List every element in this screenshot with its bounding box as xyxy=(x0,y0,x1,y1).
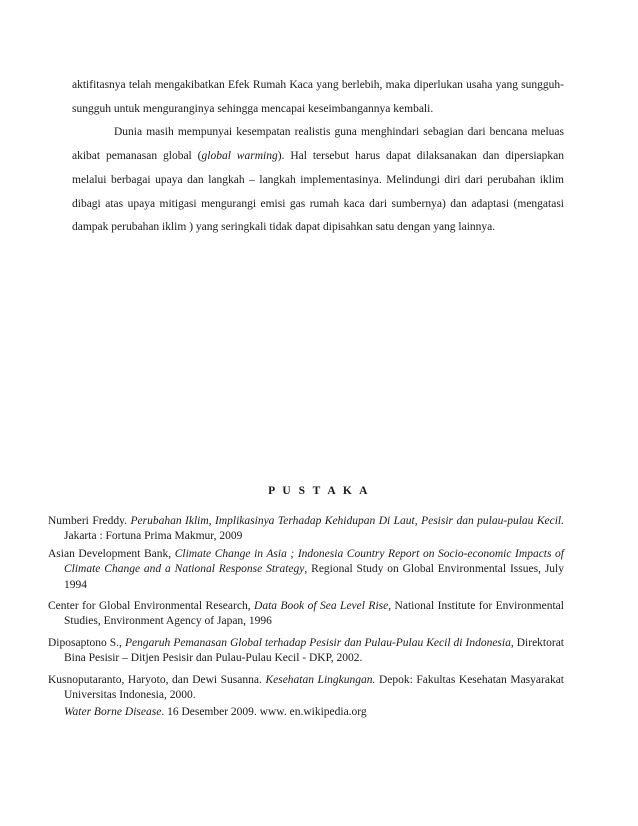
text-run: , National Institute for Environmental Studies, Environment Agency of Japan, 1996 xyxy=(64,600,564,628)
text-run: Kusnoputaranto, Haryoto, dan Dewi Susanna. xyxy=(48,673,266,686)
text-run: Jakarta : Fortuna Prima Makmur, 2009 xyxy=(64,530,243,543)
italic-run: Climate Change in Asia ; Indonesia Country Report on Socio-economic Impacts of Climate Change and a National Response Strategy xyxy=(64,547,564,576)
italic-run: Pengaruh Pemanasan Global terhadap Pesisir dan Pulau-Pulau Kecil di Indonesia xyxy=(124,636,511,649)
italic-run: Perubahan Iklim, Implikasinya Terhadap Kehidupan Di Laut, Pesisir dan pulau-pulau Kecil. xyxy=(130,515,564,527)
text-run: Dunia masih mempunyai kesempatan realistis guna menghindari sebagian dari bencana meluas akibat pemanasan global ( xyxy=(72,126,564,163)
reference-entry xyxy=(48,599,564,630)
references-heading: P U S T A K A xyxy=(268,485,370,497)
text-run: Center for Global Environmental Research, xyxy=(48,600,255,613)
references-list xyxy=(48,514,564,721)
body-paragraph-2 xyxy=(72,121,564,240)
text-run: Depok: Fakultas Kesehatan Masyarakat Universitas Indonesia, 2000. xyxy=(64,673,564,702)
body-paragraph-1 xyxy=(72,74,564,121)
italic-run: global warming xyxy=(201,150,278,163)
italic-run: Kesehatan Lingkungan. xyxy=(265,673,376,686)
text-run: Diposaptono S., xyxy=(48,636,125,649)
reference-entry xyxy=(48,673,564,704)
body-text xyxy=(72,74,564,240)
text-run: Asian Development Bank, xyxy=(48,547,175,560)
reference-entry-continuation xyxy=(48,705,564,720)
text-run: ). Hal tersebut harus dapat dilaksanakan dan dipersiapkan melalui berbagai upaya dan langkah – langkah implementasinya. Melindungi diri dari perubahan iklim dibagi atas upaya mitigasi mengurangi emisi gas rumah kaca dari sumbernya) dan adaptasi (mengatasi dampak perubahan iklim ) yang seringkali tidak dapat dipisahkan satu dengan yang lainnya. xyxy=(72,150,564,234)
text-run: Numberi Freddy. xyxy=(48,515,131,527)
text-run: aktifitasnya telah mengakibatkan Efek Rumah Kaca yang berlebih, maka diperlukan usaha yang sungguh-sungguh untuk menguranginya sehingga mencapai keseimbangannya kembali. xyxy=(72,79,564,115)
text-run: . 16 Desember 2009. www. en.wikipedia.org xyxy=(161,706,367,719)
reference-entry xyxy=(48,547,564,593)
text-run: , Direktorat Bina Pesisir – Ditjen Pesisir dan Pulau-Pulau Kecil - DKP, 2002. xyxy=(64,636,565,665)
text-run: , Regional Study on Global Environmental Issues, July 1994 xyxy=(64,563,564,591)
reference-entry xyxy=(48,636,564,667)
italic-run: Data Book of Sea Level Rise xyxy=(254,600,389,613)
italic-run: Water Borne Disease xyxy=(64,706,162,719)
reference-entry xyxy=(48,514,564,545)
